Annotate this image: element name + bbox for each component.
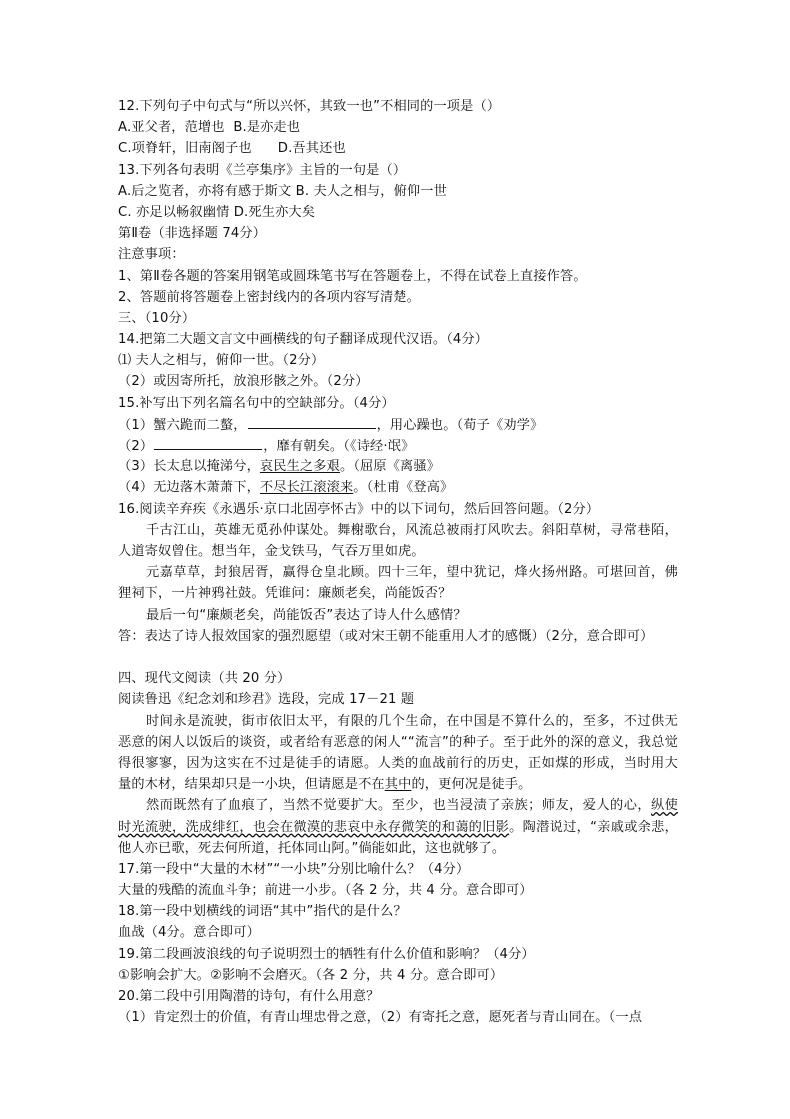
- answer-blank: [248, 414, 376, 429]
- q15-item-4-answer: 不尽长江滚滚来: [259, 480, 354, 496]
- q15-item-2: [118, 435, 678, 456]
- q15-item-1-post: ，用心躁也。（荀子《劝学》: [376, 417, 544, 433]
- q17-answer: 大量的残酷的流血斗争；前进一小步。（各 2 分，共 4 分。意合即可）: [118, 883, 533, 899]
- q16-answer: 答：表达了诗人报效国家的强烈愿望（或对宋王朝不能重用人才的感慨）（2分，意合即可）: [118, 628, 654, 644]
- q14-stem: 14.把第二大题文言文中画横线的句子翻译成现代汉语。（4分）: [118, 332, 489, 348]
- q19-answer: ①影响会扩大。②影响不会磨灭。（各 2 分，共 4 分。意合即可）: [118, 967, 504, 983]
- passage-p2-part-b: 。陶潜说过，“亲戚或余悲，他人亦已歌，死去何所道，托体同山阿。”倘能如此，这也就够了。: [118, 819, 678, 856]
- q18-stem: 18.第一段中划横线的词语“其中”指代的是什么？: [118, 904, 407, 920]
- q13-options-cd: C. 亦足以畅叙幽情 D.死生亦大矣: [118, 204, 316, 220]
- q14-item-1: ⑴ 夫人之相与，俯仰一世。（2分）: [118, 353, 325, 369]
- q19-stem: 19.第二段画波浪线的句子说明烈士的牺牲有什么价值和影响？（4分）: [118, 946, 535, 962]
- q15-item-4: [118, 477, 678, 498]
- q15-item-3-answer: 哀民生之多艰: [259, 459, 340, 475]
- q15-item-1-pre: （1）蟹六跪而二螯，: [118, 417, 247, 433]
- q18-answer: 血战（4分。意合即可）: [118, 925, 260, 941]
- q20-stem: 20.第二段中引用陶潜的诗句，有什么用意？: [118, 989, 380, 1005]
- passage-p1-part-c: 的，更何况是徒手。: [411, 777, 532, 793]
- q13-stem: 13.下列各句表明《兰亭集序》主旨的一句是（）: [118, 162, 407, 178]
- section3-title: 三、（10分）: [118, 310, 196, 326]
- passage-p1-part-a: 时间永是流驶，街市依旧太平，有限的几个生命，在中国是不算什么的，至多，不过供无恶意的闲人以饭后的谈资，或者给有恶意的闲人“: [118, 713, 678, 750]
- notice-title: 注意事项：: [118, 247, 185, 263]
- q16-poem-paragraph-1: 千古江山，英雄无觅孙仲谋处。舞榭歌台，风流总被雨打风吹去。斜阳草树，寻常巷陌，人道寄奴曾住。想当年，金戈铁马，气吞万里如虎。: [118, 522, 678, 559]
- q16-question: 最后一句“廉颇老矣，尚能饭否”表达了诗人什么感情？: [146, 607, 467, 623]
- q12-options-cd: C.项脊轩，旧南阁子也 D.吾其还也: [118, 141, 346, 157]
- spacer: [118, 647, 678, 668]
- passage-p2-wavy: 纵使时光流驶，洗成绯红，也会在微漠的悲哀中永存微笑的和蔼的旧影: [118, 798, 679, 835]
- q12-options-ab: A.亚父者，范增也 B.是亦走也: [118, 120, 301, 136]
- answer-blank: [154, 435, 262, 450]
- q17-stem: 17.第一段中“大量的木材”“一小块”分别比喻什么？（4分）: [118, 861, 470, 877]
- q15-item-3-post: 。（屈原《离骚》: [339, 459, 441, 475]
- q16-poem-paragraph-2: 元嘉草草，封狼居胥，赢得仓皇北顾。四十三年，望中犹记，烽火扬州路。可堪回首，佛狸祠下，一片神鸦社鼓。凭谁问：廉颇老矣，尚能饭否？: [118, 565, 678, 602]
- exam-page: [118, 96, 678, 1028]
- q15-item-4-pre: （4）无边落木萧萧下，: [118, 480, 260, 496]
- q15-item-4-post: 。（杜甫《登高》: [353, 480, 454, 496]
- q20-answer: （1）肯定烈士的价值，有青山埋忠骨之意，（2）有寄托之意，愿死者与青山同在。（一点: [118, 1010, 643, 1026]
- passage-p1-underlined: 其中: [384, 777, 412, 793]
- notice-2: 2、答题前将答题卷上密封线内的各项内容写清楚。: [118, 289, 420, 305]
- q15-item-3-pre: （3）长太息以掩涕兮，: [118, 459, 260, 475]
- q15-item-3: [118, 456, 678, 477]
- q15-item-1: [118, 414, 678, 435]
- q15-item-2-pre: （2）: [118, 439, 154, 454]
- passage-p1-part-b: “流言”的种子。至于此外的深的意义，我总觉得很寥寥，因为这实在不过是徒手的请愿。人类的血战前行的历史，正如煤的形成，当时用大量的木材，结果却只是一小块，但请愿是不在: [118, 734, 679, 793]
- notice-1: 1、第Ⅱ卷各题的答案用钢笔或圆珠笔书写在答题卷上，不得在试卷上直接作答。: [118, 268, 587, 284]
- section4-intro: 阅读鲁迅《纪念刘和珍君》选段，完成 17－21 题: [118, 692, 415, 708]
- passage-paragraph-2: [118, 795, 678, 859]
- section4-title: 四、现代文阅读（共 20 分）: [118, 671, 291, 687]
- q12-stem: 12.下列句子中句式与“所以兴怀，其致一也”不相同的一项是（）: [118, 99, 501, 114]
- passage-p2-part-a: 然而既然有了血痕了，当然不觉要扩大。至少，也当浸渍了亲族；师友，爱人的心，: [146, 798, 652, 814]
- q15-item-2-post: ，靡有朝矣。（《诗经·氓》: [263, 439, 415, 454]
- passage-paragraph-1: [118, 711, 678, 796]
- q13-options-ab: A.后之览者，亦将有感于斯文 B. 夫人之相与，俯仰一世: [118, 183, 447, 199]
- part2-title: 第Ⅱ卷（非选择题 74分）: [118, 226, 267, 242]
- q14-item-2: （2）或因寄所托，放浪形骸之外。（2分）: [118, 374, 369, 390]
- q16-stem: 16.阅读辛弃疾《永遇乐·京口北固亭怀古》中的以下词句，然后回答问题。（2分）: [118, 501, 600, 517]
- q15-stem: 15.补写出下列名篇名句中的空缺部分。（4分）: [118, 395, 395, 411]
